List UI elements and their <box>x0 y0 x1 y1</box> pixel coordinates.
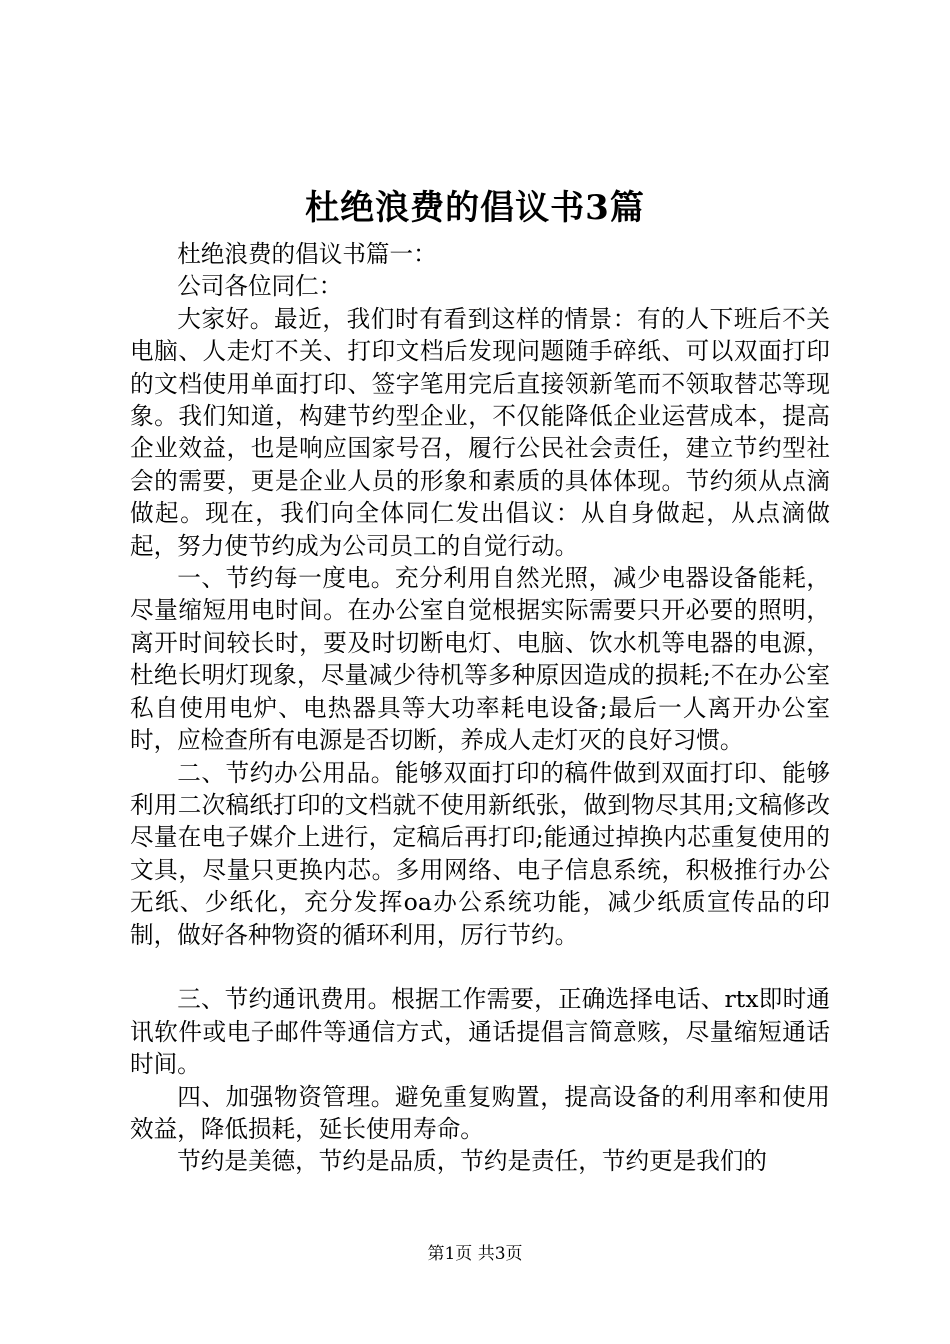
subtitle-paragraph: 杜绝浪费的倡议书篇一： <box>177 240 437 268</box>
document-title: 杜绝浪费的倡议书3篇 <box>305 188 645 228</box>
point-three-paragraph: 三、节约通讯费用。根据工作需要，正确选择电话、rtx即时通讯软件或电子邮件等通信方式，通话提倡言简意赅，尽量缩短通话时间。 <box>130 985 830 1079</box>
closing-paragraph: 节约是美德，节约是品质，节约是责任，节约更是我们的 <box>177 1147 768 1176</box>
salutation-paragraph: 公司各位同仁： <box>177 272 343 301</box>
page-number-footer: 第1页 共3页 <box>427 1244 523 1264</box>
point-two-paragraph: 二、节约办公用品。能够双面打印的稿件做到双面打印、能够利用二次稿纸打印的文档就不使用新纸张，做到物尽其用;文稿修改尽量在电子媒介上进行，定稿后再打印;能通过掉换内芯重复使用的文具，尽量只更换内芯。多用网络、电子信息系统，积极推行办公无纸、少纸化，充分发挥oa办公系统功能，减少纸质宣传品的印制，做好各种物资的循环利用，厉行节约。 <box>130 758 830 949</box>
point-one-paragraph: 一、节约每一度电。充分利用自然光照，减少电器设备能耗，尽量缩短用电时间。在办公室自觉根据实际需要只开必要的照明，离开时间较长时，要及时切断电灯、电脑、饮水机等电器的电源，杜绝长明灯现象，尽量减少待机等多种原因造成的损耗;不在办公室私自使用电炉、电热器具等大功率耗电设备;最后一人离开办公室时，应检查所有电源是否切断，养成人走灯灭的良好习惯。 <box>130 564 830 755</box>
intro-paragraph: 大家好。最近，我们时有看到这样的情景：有的人下班后不关电脑、人走灯不关、打印文档后发现问题随手碎纸、可以双面打印的文档使用单面打印、签字笔用完后直接领新笔而不领取替芯等现象。我们知道，构建节约型企业，不仅能降低企业运营成本，提高企业效益，也是响应国家号召，履行公民社会责任，建立节约型社会的需要，更是企业人员的形象和素质的具体体现。节约须从点滴做起。现在，我们向全体同仁发出倡议：从自身做起，从点滴做起，努力使节约成为公司员工的自觉行动。 <box>130 304 830 560</box>
point-four-paragraph: 四、加强物资管理。避免重复购置，提高设备的利用率和使用效益，降低损耗，延长使用寿命。 <box>130 1082 830 1143</box>
document-body <box>130 238 830 1178</box>
